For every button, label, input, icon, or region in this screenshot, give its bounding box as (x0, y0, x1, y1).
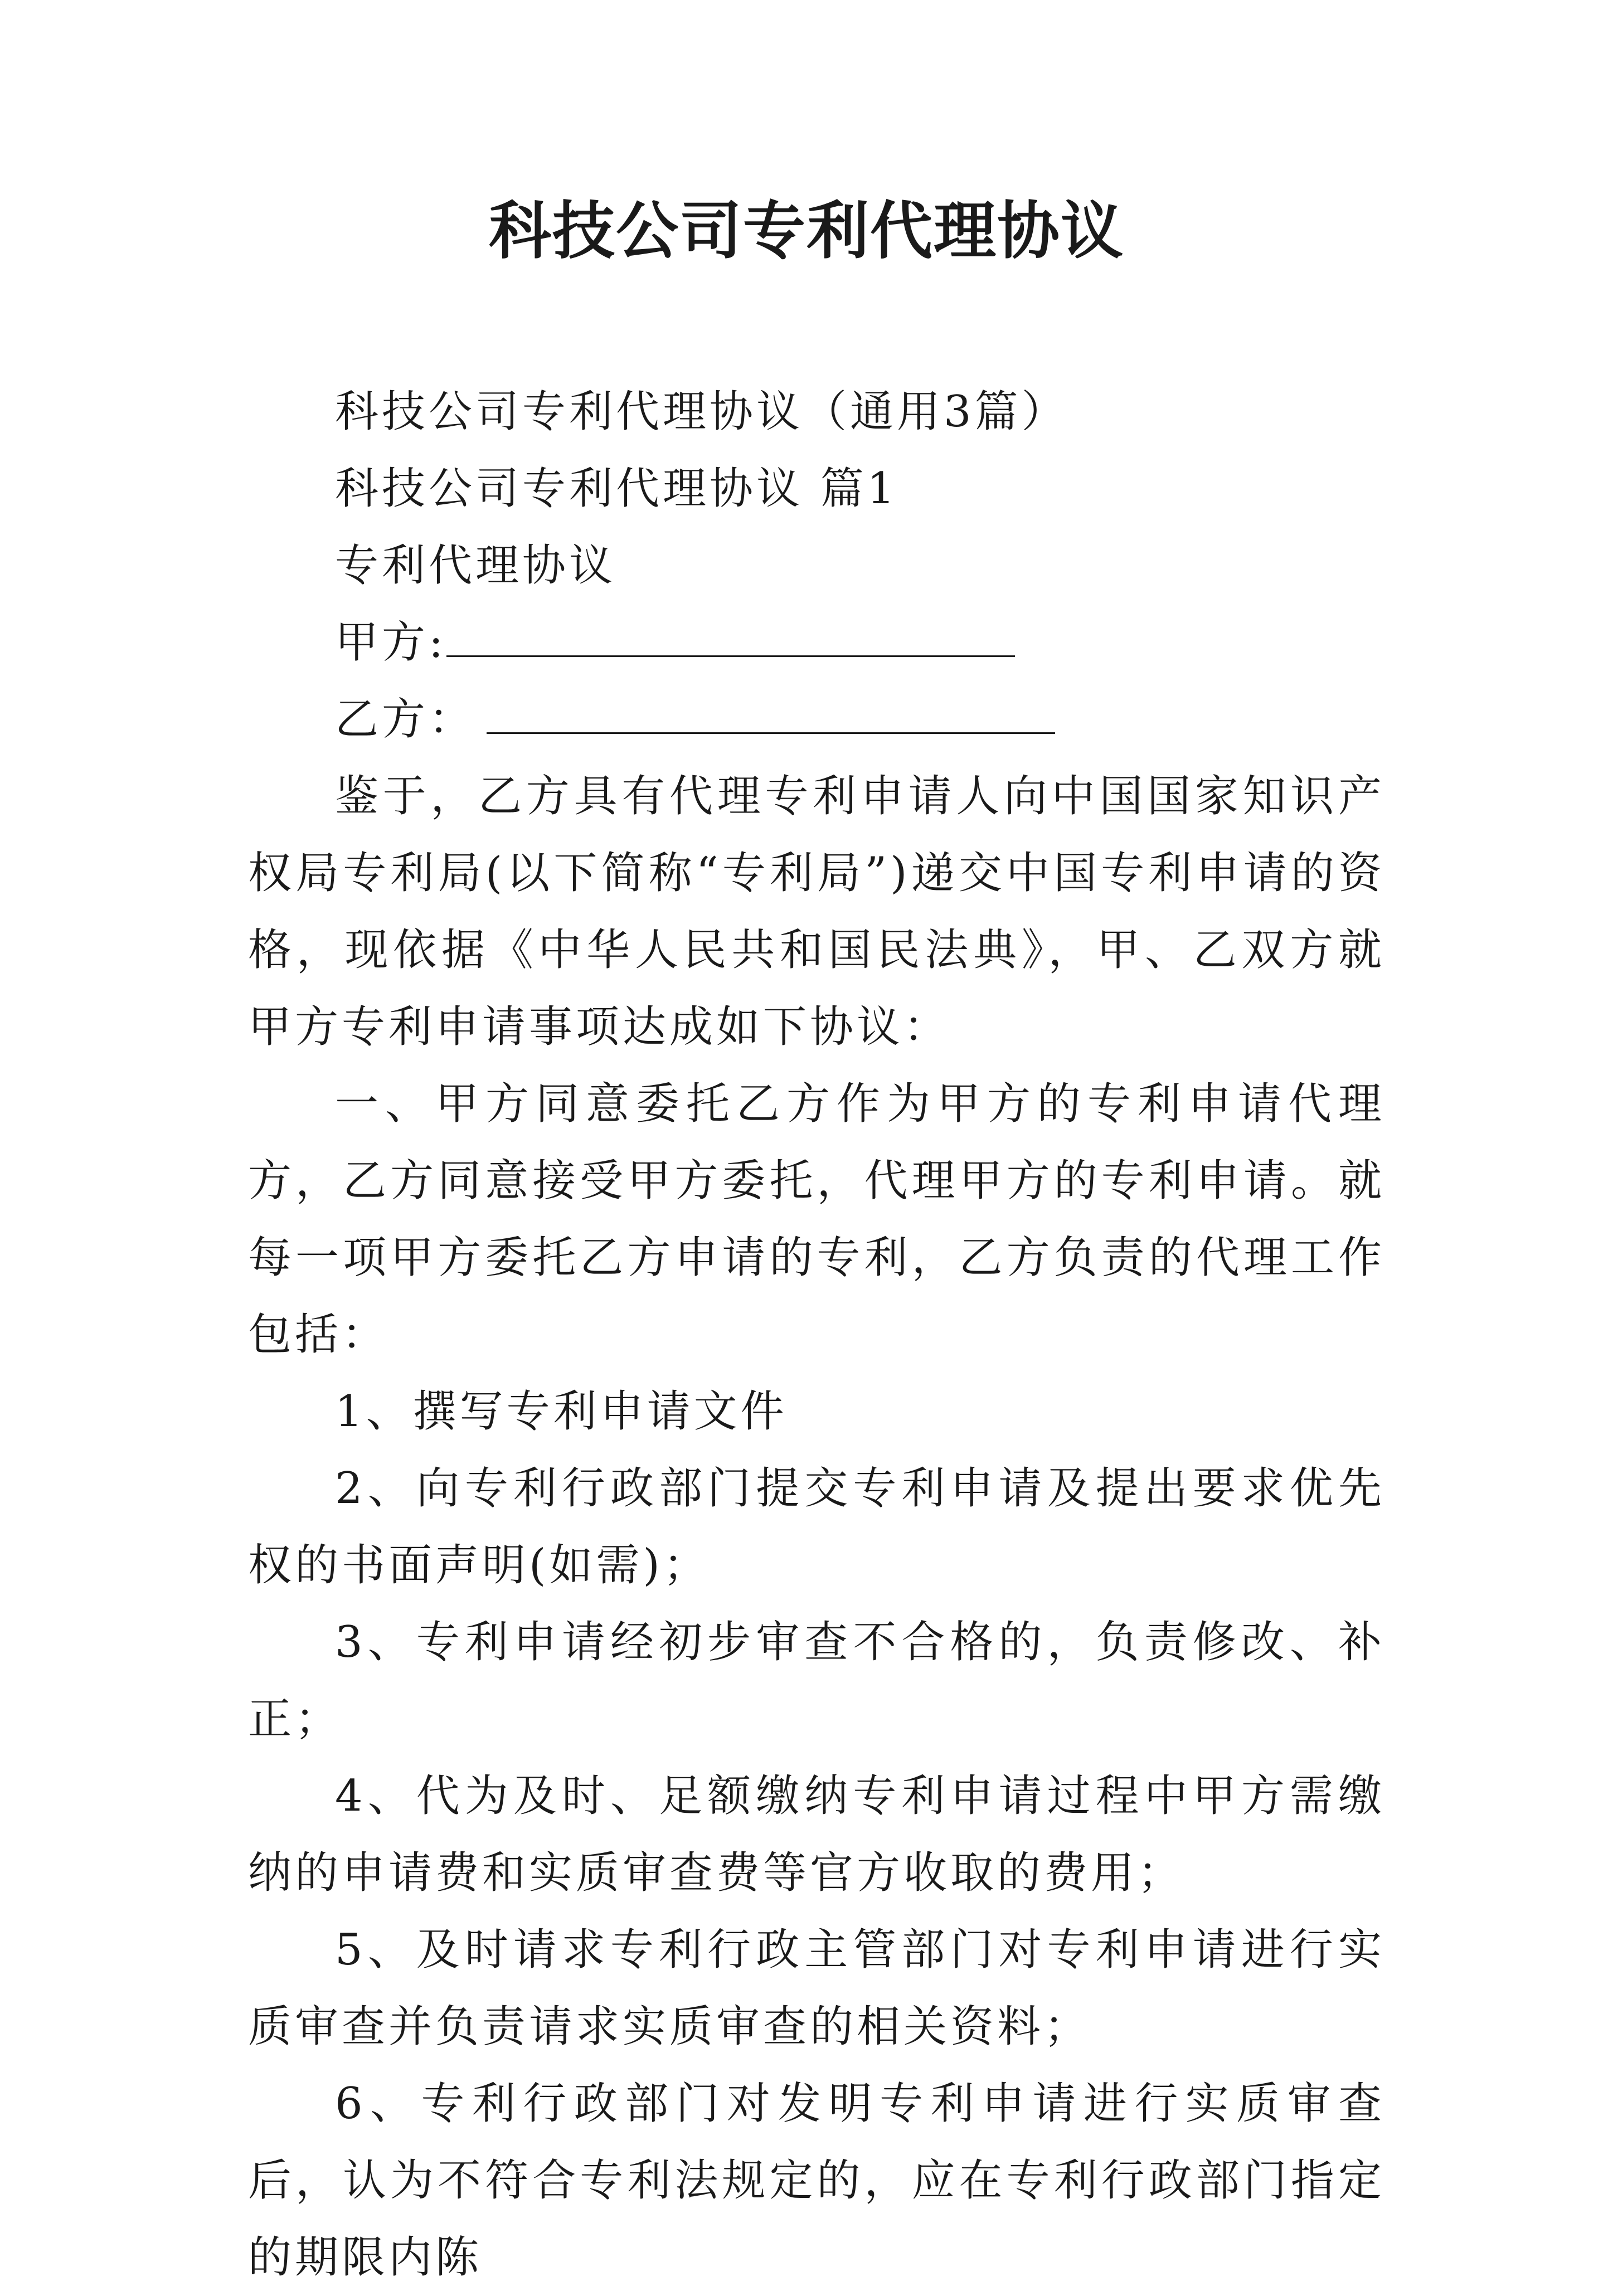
list-item-5: 5、及时请求专利行政主管部门对专利申请进行实质审查并负责请求实质审查的相关资料； (248, 1925, 1385, 2052)
party-b-blank (487, 695, 1055, 734)
section-heading: 科技公司专利代理协议 篇1 (335, 464, 898, 514)
subtitle-line: 科技公司专利代理协议（通用3篇） (335, 387, 1068, 437)
list-item-1: 1、撰写专利申请文件 (335, 1387, 788, 1437)
agreement-name: 专利代理协议 (335, 541, 616, 591)
party-a-label: 甲方: (335, 617, 447, 668)
document-title: 科技公司专利代理协议 (489, 195, 1124, 267)
party-a-line (248, 604, 1385, 681)
list-item-3: 3、专利申请经初步审查不合格的，负责修改、补正； (248, 1617, 1385, 1744)
party-a-blank (446, 619, 1015, 657)
list-item-4: 4、代为及时、足额缴纳专利申请过程中甲方需缴纳的申请费和实质审查费等官方收取的费用； (248, 1771, 1385, 1898)
list-item-6: 6、专利行政部门对发明专利申请进行实质审查后，认为不符合专利法规定的，应在专利行政部门指定的期限内陈 (248, 2079, 1385, 2283)
list-item-2: 2、向专利行政部门提交专利申请及提出要求优先权的书面声明(如需)； (248, 1463, 1385, 1590)
party-b-line (248, 681, 1385, 758)
recital-paragraph: 鉴于，乙方具有代理专利申请人向中国国家知识产权局专利局(以下简称“专利局”)递交中国专利申请的资格，现依据《中华人民共和国民法典》，甲、乙双方就甲方专利申请事项达成如下协议： (248, 771, 1385, 1052)
party-b-label: 乙方： (335, 694, 476, 745)
clause-1-paragraph: 一、甲方同意委托乙方作为甲方的专利申请代理方，乙方同意接受甲方委托，代理甲方的专利申请。就每一项甲方委托乙方申请的专利，乙方负责的代理工作包括： (248, 1079, 1385, 1360)
document-body (248, 373, 1385, 2296)
